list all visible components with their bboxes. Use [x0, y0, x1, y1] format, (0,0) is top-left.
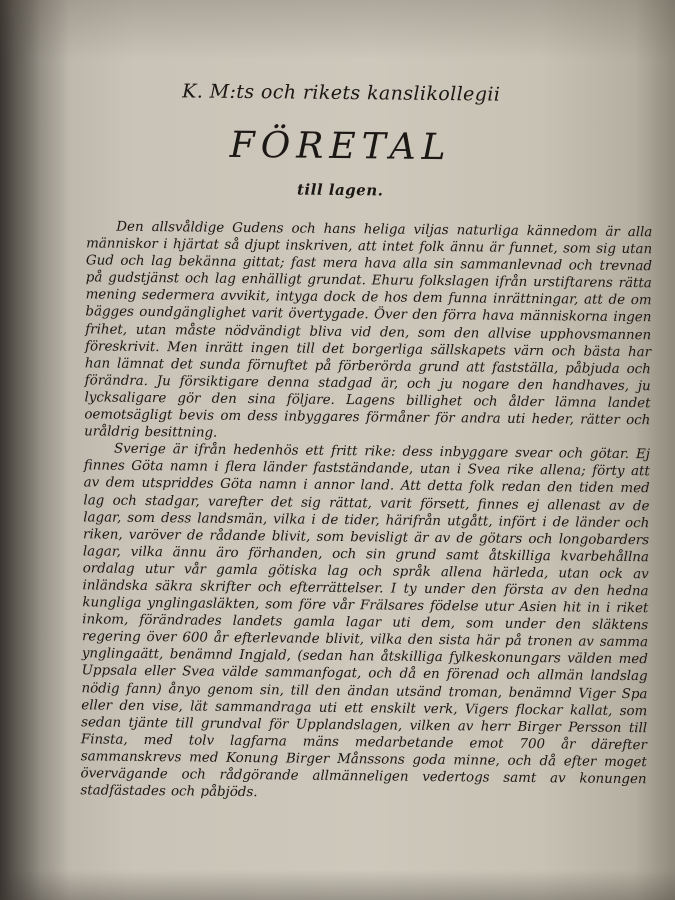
body-text: [80, 218, 652, 805]
page-heading: K. M:ts och rikets kanslikollegii: [182, 80, 501, 106]
paragraph-2: Sverige är ifrån hedenhös ett fritt rike: dess inbyggare svear och götar. Ej finnes Göta namn i flera länder fastständande, utan i Svea rike allena; förty att av dem utspriddes Göta namn i annor land. Att detta folk redan den tiden med lag och stadgar, varefter det sig rättat, varit försett, finnes ej allenast av de lagar, som dess landsmän, vilka i de tider, härifrån utgått, infört i de länder och riken, varöver de rådande blivit, som bevisligt är av de götars och longobarders lagar, vilka ännu äro förhanden, och sin grund samt åtskilliga kvarbehållna ordalag utur vår gamla götiska lag och språk allena härleda, utan ock av inländska säkra skrifter och efterrättelser. I ty under den första av den hedna kungliga ynglingasläkten, som före vår Frälsares födelse utur Asien hit in i riket inkom, förändrades landets gamla lagar uti dem, som under den släktens regering över 600 år efterlevande blivit, vilka den sista här på tronen av samma ynglingaätt, benämnd Ingjald, (sedan han åtskilliga fylkeskonungars välden med Uppsala eller Svea välde sammanfogat, och då en förenad och allmän landslag nödig fann) ånyo genom sin, till den ändan utsänd troman, benämnd Viger Spa eller den vise, lät sammandraga uti ett enskilt verk, Vigers flockar kallat, som sedan tjänte till grundval för Upplandslagen, vilken av herr Birger Persson till Finsta, med tolv lagfarna mäns medarbetande emot 700 år därefter sammanskrevs med Konung Birger Månssons goda minne, och då efter moget övervägande och rådgörande allmänneligen vedertogs samt av konungen stadfästades och påbjöds.: [80, 441, 651, 801]
paragraph-1: Den allsvåldige Gudens och hans heliga viljas naturliga kännedom är alla människor i hjärtat så djupt inskriven, att intet folk ännu är funnet, som sig utan Gud och lag bekänna gittat; fast mera hava alla sin sammanlevnad och trevnad på gudstjänst och lag enhälligt grundat. Ehuru folkslagen ifrån urstiftarens rätta mening sedermera avvikit, intyga dock de hos dem funna inrättningar, att de om bägges oundgänglighet varit övertygade. Över den förra hava människorna ingen frihet, utan måste nödvändigt bliva vid den, som den allvise upphovsmannen föreskrivit. Men inrätt ingen till det borgerliga sällskapets värn och bästa har han lämnat det sunda förnuftet på förberörda grund att fastställa, påbjuda och förändra. Ju försiktigare denna stadgad är, och ju nogare den handhaves, ju lycksaligare gör den sina följare. Lagens billighet och ålder lämna landet oemotsägligt bevis om dess inbyggares förmåner för andra uti heder, rätter och uråldrig besittning.: [84, 219, 653, 441]
page-subtitle: till lagen.: [296, 180, 384, 200]
page-title: FÖRETAL: [229, 124, 452, 169]
